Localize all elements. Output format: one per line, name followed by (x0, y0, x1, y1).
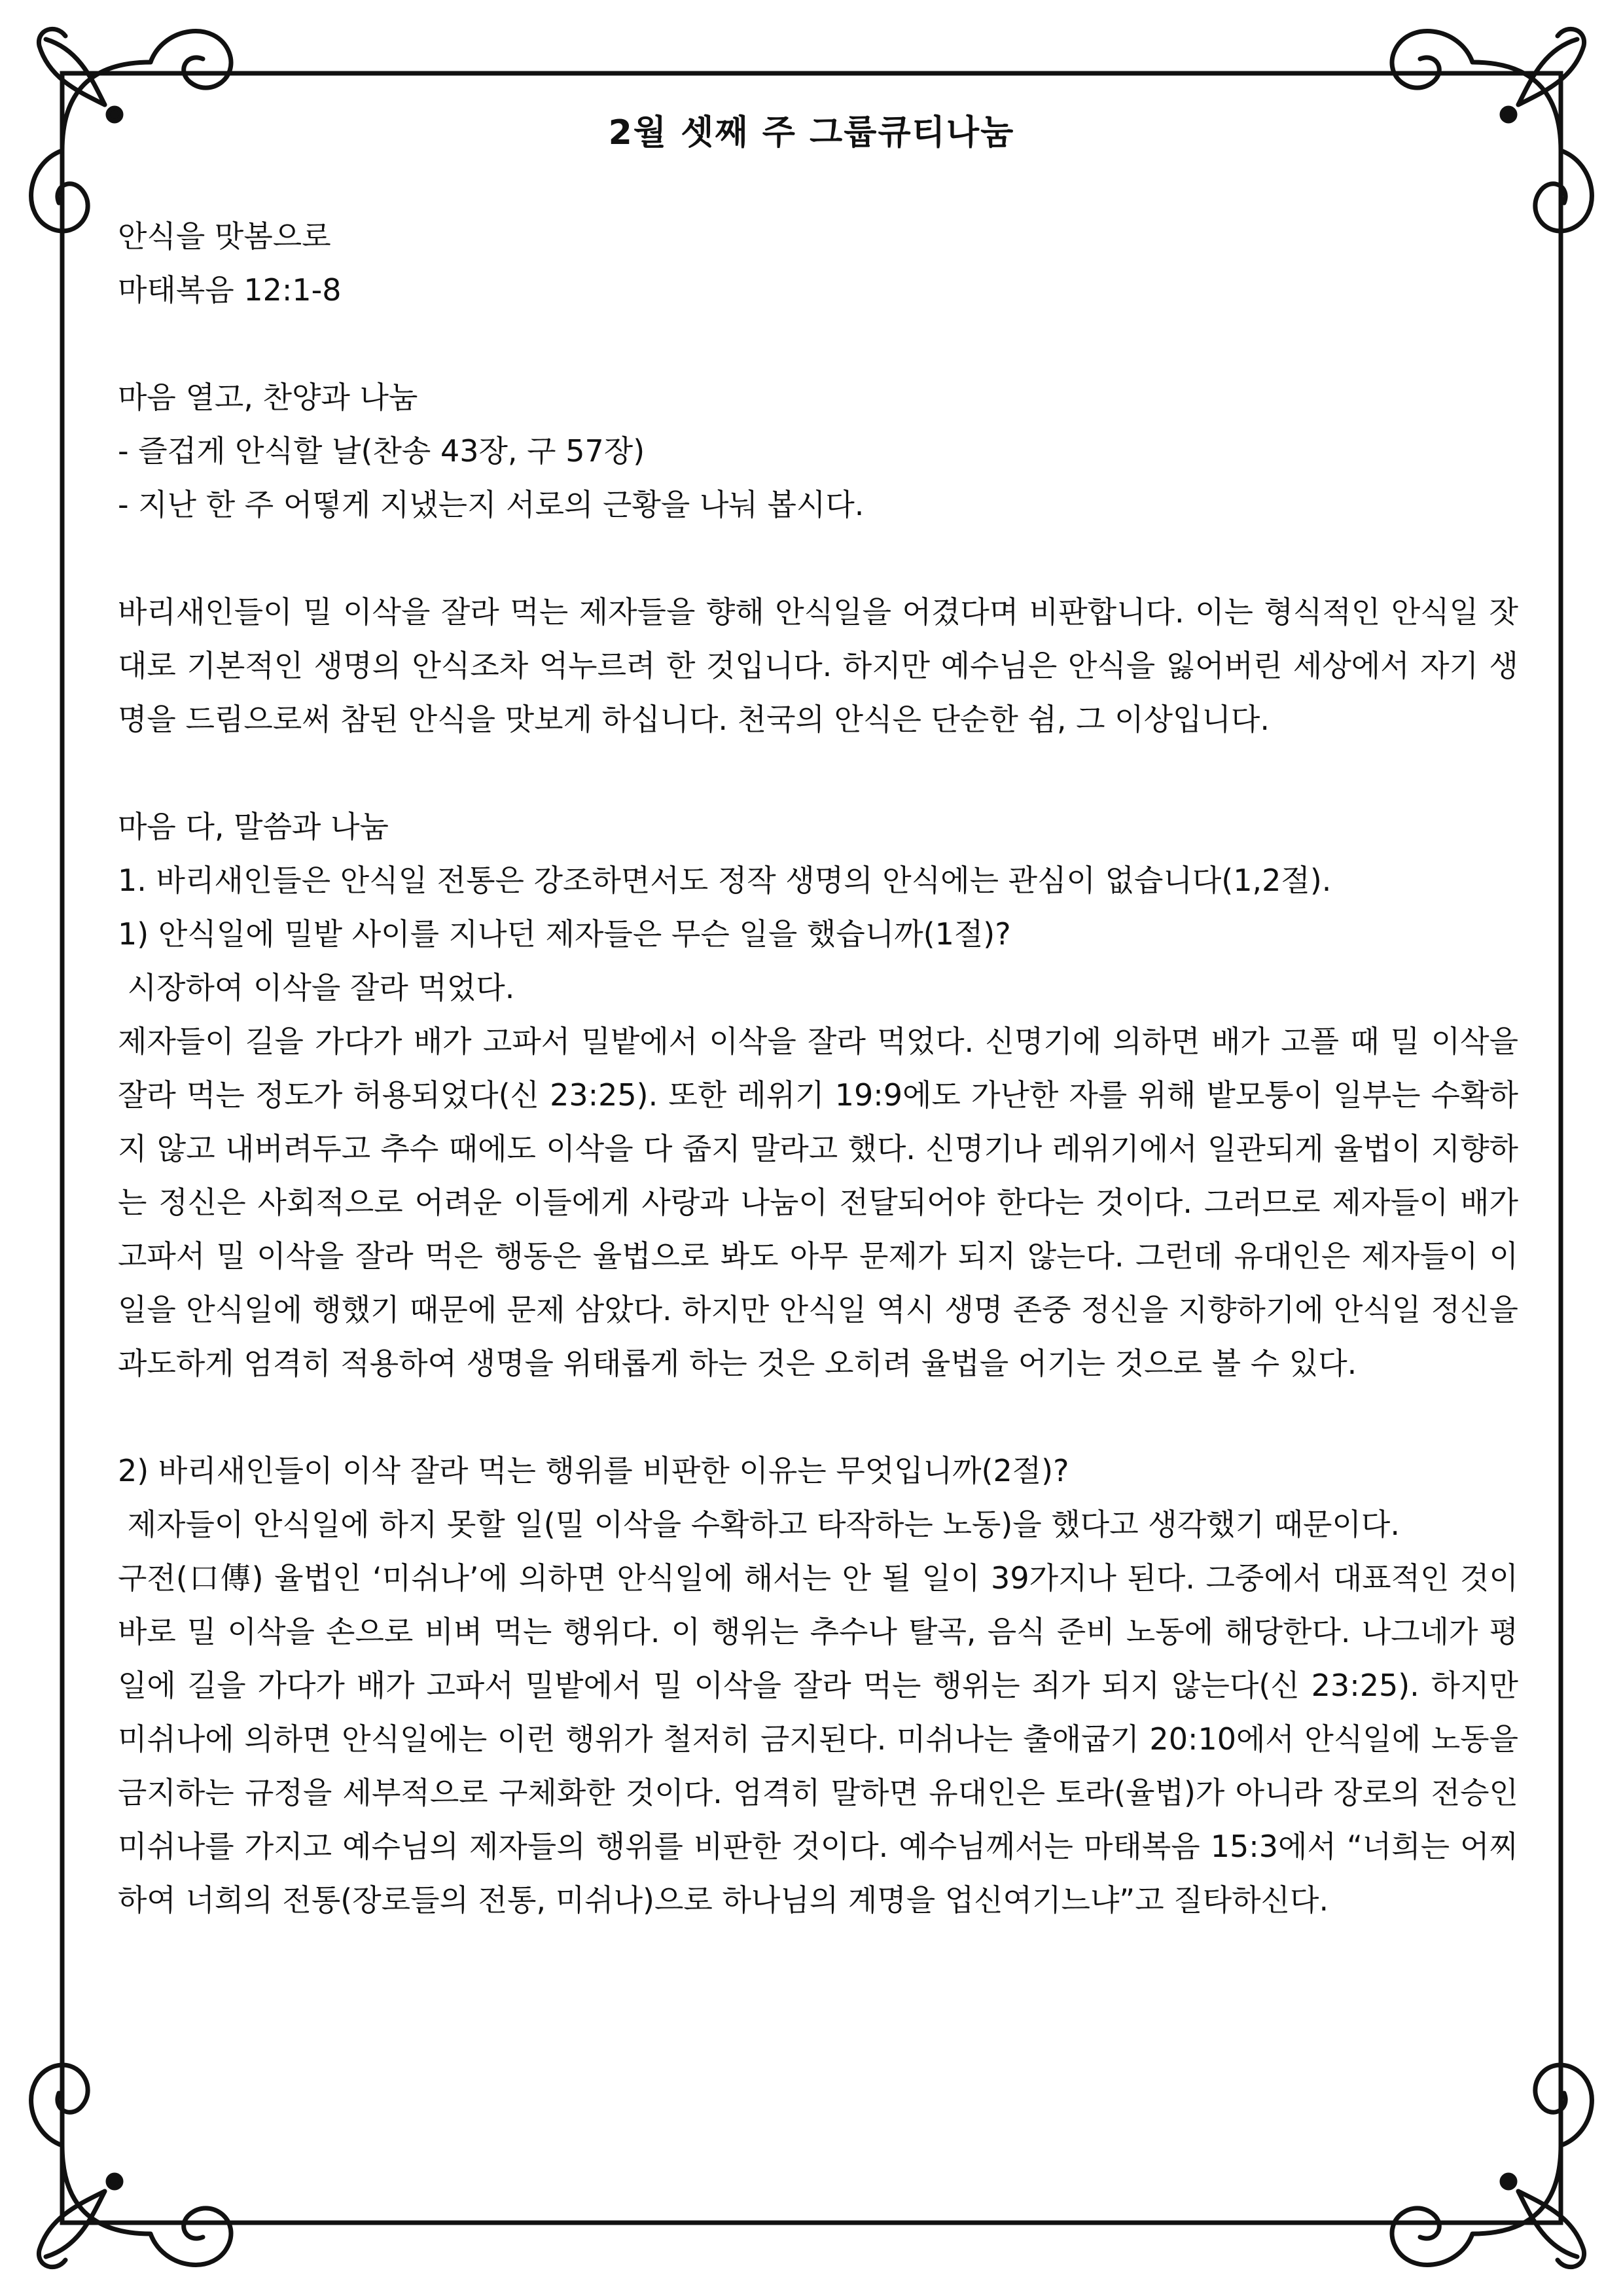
theme-line: 안식을 맛봄으로 (118, 219, 331, 254)
praise-item-hymn: - 즐겁게 안식할 날(찬송 43장, 구 57장) (118, 433, 645, 469)
page-title: 2월 셋째 주 그룹큐티나눔 (608, 113, 1015, 152)
praise-item-sharing: - 지난 한 주 어떻게 지냈는지 서로의 근황을 나눠 봅시다. (118, 487, 865, 522)
answer-1: 시장하여 이삭을 잘라 먹었다. (118, 970, 515, 1005)
section-heading-praise: 마음 열고, 찬양과 나눔 (118, 380, 418, 415)
commentary-1: 제자들이 길을 가다가 배가 고파서 밀밭에서 이삭을 잘라 먹었다. 신명기에 의하면 배가 고플 때 밀 이삭을 잘라 먹는 정도가 허용되었다(신 23:25). 또한 레위기 19:9에도 가난한 자를 위해 밭모퉁이 일부는 수확하지 않고 내버려두고 추수 때에도 이삭을 다 줍지 말라고 했다. 신명기나 레위기에서 일관되게 율법이 지향하는 정신은 사회적으로 어려운 이들에게 사랑과 나눔이 전달되어야 한다는 것이다. 그러므로 제자들이 배가 고파서 밀 이삭을 잘라 먹은 행동은 율법으로 봐도 아무 문제가 되지 않는다. 그런데 유대인은 제자들이 이 일을 안식일에 행했기 때문에 문제 삼았다. 하지만 안식일 역시 생명 존중 정신을 지향하기에 안식일 정신을 과도하게 엄격히 적용하여 생명을 위태롭게 하는 것은 오히려 율법을 어기는 것으로 볼 수 있다. (118, 1024, 1518, 1381)
answer-2: 제자들이 안식일에 하지 못할 일(밀 이삭을 수확하고 타작하는 노동)을 했다고 생각했기 때문이다. (118, 1507, 1400, 1542)
intro-paragraph: 바리새인들이 밀 이삭을 잘라 먹는 제자들을 향해 안식일을 어겼다며 비판합니다. 이는 형식적인 안식일 잣대로 기본적인 생명의 안식조차 억누르려 한 것입니다. 하지만 예수님은 안식을 잃어버린 세상에서 자기 생명을 드림으로써 참된 안식을 맛보게 하십니다. 천국의 안식은 단순한 쉼, 그 이상입니다. (118, 594, 1518, 737)
commentary-2: 구전(口傳) 율법인 ‘미쉬나’에 의하면 안식일에 해서는 안 될 일이 39가지나 된다. 그중에서 대표적인 것이 바로 밀 이삭을 손으로 비벼 먹는 행위다. 이 행위는 추수나 탈곡, 음식 준비 노동에 해당한다. 나그네가 평일에 길을 가다가 배가 고파서 밀밭에서 밀 이삭을 잘라 먹는 행위는 죄가 되지 않는다(신 23:25). 하지만 미쉬나에 의하면 안식일에는 이런 행위가 철저히 금지된다. 미쉬나는 출애굽기 20:10에서 안식일에 노동을 금지하는 규정을 세부적으로 구체화한 것이다. 엄격히 말하면 유대인은 토라(율법)가 아니라 장로의 전승인 미쉬나를 가지고 예수님의 제자들의 행위를 비판한 것이다. 예수님께서는 마태복음 15:3에서 “너희는 어찌하여 너희의 전통(장로들의 전통, 미쉬나)으로 하나님의 계명을 업신여기느냐”고 질타하신다. (118, 1560, 1518, 1918)
section-heading-word: 마음 다, 말씀과 나눔 (118, 809, 389, 844)
question-1: 1) 안식일에 밀밭 사이를 지나던 제자들은 무슨 일을 했습니까(1절)? (118, 916, 1011, 952)
question-2: 2) 바리새인들이 이삭 잘라 먹는 행위를 비판한 이유는 무엇입니까(2절)? (118, 1453, 1069, 1488)
passage-line: 마태복음 12:1-8 (118, 272, 342, 308)
document-body (118, 209, 1518, 1927)
point-1: 1. 바리새인들은 안식일 전통은 강조하면서도 정작 생명의 안식에는 관심이 없습니다(1,2절). (118, 863, 1332, 898)
